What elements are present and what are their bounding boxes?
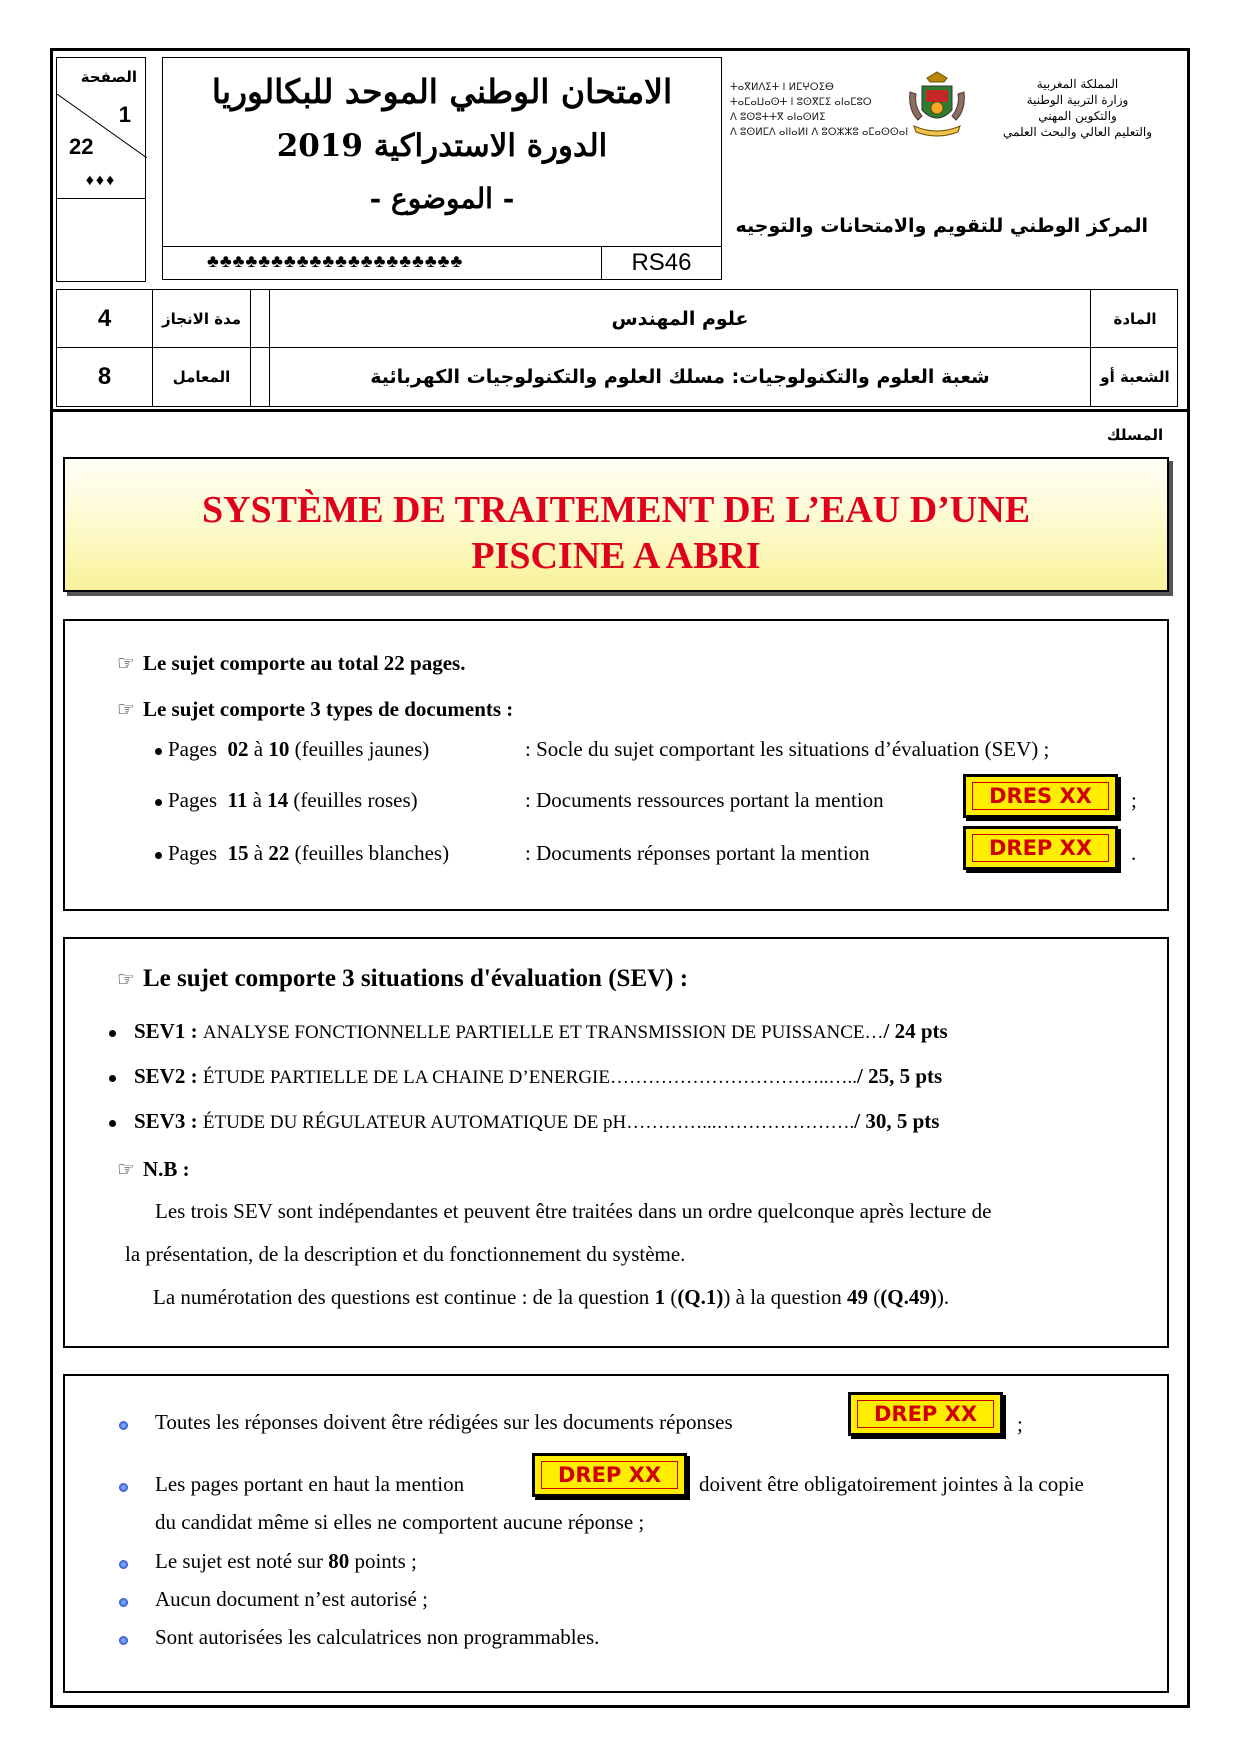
total-pages-line <box>117 651 465 676</box>
tifinagh-line: ⴷ ⵓⵙⵓⵜⵜⴳ ⴰⵏⴰⵙⵍⵉ <box>730 112 826 123</box>
page-sep: à <box>252 788 262 812</box>
page-number: 1 <box>118 102 131 127</box>
coefficient-label: المعامل <box>153 348 251 406</box>
drep-badge <box>532 1453 687 1497</box>
drep-badge <box>848 1392 1003 1436</box>
instructions-box <box>63 1374 1169 1693</box>
row-end-semicolon: ; <box>1131 788 1137 812</box>
doc-row-yellow-desc: : Socle du sujet comportant les situations d’évaluation (SEV) ; <box>525 737 1050 761</box>
row-end-period: . <box>1131 841 1137 865</box>
exam-title-box <box>162 57 722 280</box>
page-from: 11 <box>227 788 248 812</box>
branch-name: شعبة العلوم والتكنولوجيات: مسلك العلوم والتكنولوجيات الكهربائية <box>269 348 1091 406</box>
page-sep: à <box>253 841 264 865</box>
blue-bullet-icon <box>119 1636 128 1645</box>
duration-label: مدة الانجاز <box>153 290 251 348</box>
ministry-line: والتكوين المهني <box>1038 109 1117 123</box>
title-line1: SYSTÈME DE TRAITEMENT DE L’EAU D’UNE <box>201 489 1031 531</box>
sev-box <box>63 937 1169 1348</box>
pointing-hand-icon: ☞ <box>117 1157 135 1181</box>
bullet-icon <box>109 1120 116 1127</box>
ministry-line: والتعليم العالي والبحث العلمي <box>1003 125 1152 139</box>
ministry-block <box>730 70 1160 170</box>
paper-color: (feuilles blanches) <box>294 841 450 865</box>
doc-row-white-desc: : Documents réponses portant la mention <box>525 841 870 865</box>
document-title <box>65 487 1167 579</box>
sev-code: SEV2 : <box>134 1064 198 1088</box>
coat-of-arms-icon <box>902 70 972 140</box>
branch-label: الشعبة أو المسلك <box>1100 368 1170 444</box>
pointing-hand-icon: ☞ <box>117 967 135 991</box>
drep-badge-text: DREP XX <box>541 1461 678 1489</box>
page-number-box <box>56 57 146 282</box>
pages-word: Pages <box>168 841 217 865</box>
doc-types-line <box>117 697 513 722</box>
total-pages-text: Le sujet comporte au total 22 pages. <box>142 651 466 675</box>
blue-bullet-icon <box>119 1483 128 1492</box>
dres-badge-text: DRES XX <box>972 782 1109 810</box>
blue-bullet-icon <box>119 1560 128 1569</box>
nb-q-text: La numérotation des questions est continue : de la question <box>153 1285 650 1309</box>
bullet-icon <box>155 852 162 859</box>
instruction-4: Aucun document n’est autorisé ; <box>155 1587 428 1611</box>
bullet-icon <box>109 1075 116 1082</box>
info-row <box>57 348 1177 444</box>
ministry-line: المملكة المغربية <box>1036 77 1119 91</box>
center-name: المركز الوطني للتقويم والامتحانات والتوجيه <box>735 215 1148 237</box>
pages-word: Pages <box>168 788 217 812</box>
page-to: 10 <box>268 737 290 761</box>
instruction-2c: du candidat même si elles ne comportent aucune réponse ; <box>155 1510 645 1534</box>
instruction-3-text: Le sujet est noté sur <box>155 1549 323 1573</box>
blue-bullet-icon <box>119 1421 128 1430</box>
sev-item <box>109 1109 939 1134</box>
nb-end: . <box>943 1285 950 1309</box>
instruction-1-end: ; <box>1017 1412 1023 1436</box>
drep-badge <box>963 826 1118 870</box>
paper-color: (feuilles jaunes) <box>294 737 430 761</box>
instruction-5: Sont autorisées les calculatrices non programmables. <box>155 1625 600 1649</box>
blue-bullet-icon <box>119 1598 128 1607</box>
sev-item <box>109 1019 948 1044</box>
sev-points: / 30, 5 pts <box>854 1109 940 1133</box>
nb-q-text: à la question <box>735 1285 842 1309</box>
header-separator <box>50 409 1190 412</box>
doc-row-white <box>155 841 449 866</box>
sev-code: SEV3 : <box>134 1109 198 1133</box>
duration-value: 4 <box>57 290 153 348</box>
page-to: 22 <box>268 841 290 865</box>
tifinagh-text <box>730 80 908 140</box>
tifinagh-line: ⵜⴰⵎⴰⵡⴰⵙⵜ ⵏ ⵓⵙⴳⵎⵉ ⴰⵏⴰⵎⵓⵔ <box>730 97 872 108</box>
bullet-icon <box>109 1030 116 1037</box>
instruction-3-end: points ; <box>354 1549 417 1573</box>
page-label: الصفحة <box>80 68 137 86</box>
subject-label: المادة <box>1113 310 1157 328</box>
subject-name: علوم المهندس <box>269 290 1091 348</box>
exam-code: RS46 <box>601 247 721 279</box>
sev-points: / 25, 5 pts <box>857 1064 943 1088</box>
instruction-2b: doivent être obligatoirement jointes à la copie <box>699 1472 1084 1496</box>
total-points: 80 <box>328 1549 350 1573</box>
sev-heading <box>117 965 688 993</box>
sev-code: SEV1 : <box>134 1019 198 1043</box>
tifinagh-line: ⴷ ⵓⵙⵍⵎⴷ ⴰⵏⵏⴰⵍⵏ ⴷ ⵓⵔⵣⵣⵓ ⴰⵎⴰⵙⵙⴰⵏ <box>730 127 909 138</box>
sev-title: ÉTUDE DU RÉGULATEUR AUTOMATIQUE DE pH…………...…………………. <box>202 1112 855 1133</box>
sev-title: ÉTUDE PARTIELLE DE LA CHAINE D’ENERGIE……………………………..….. <box>202 1067 857 1088</box>
exam-title-line1: الامتحان الوطني الموحد للبكالوريا <box>211 72 673 111</box>
nb-first-question-code: (Q.1) <box>677 1285 724 1309</box>
page-from: 15 <box>227 841 249 865</box>
documents-box <box>63 619 1169 911</box>
sev-points: / 24 pts <box>883 1019 948 1043</box>
instruction-2a: Les pages portant en haut la mention <box>155 1472 465 1496</box>
coefficient-value: 8 <box>57 348 153 406</box>
doc-row-yellow <box>155 737 429 762</box>
nb-text-line1: Les trois SEV sont indépendantes et peuvent être traitées dans un ordre quelconque après lecture de <box>155 1199 992 1223</box>
nb-label: N.B : <box>142 1157 190 1181</box>
page-to: 14 <box>267 788 289 812</box>
clubs-decoration: ♣♣♣♣♣♣♣♣♣♣♣♣♣♣♣♣♣♣♣♣ <box>207 251 464 271</box>
bullet-icon <box>155 799 162 806</box>
dres-badge <box>963 774 1118 818</box>
sev-heading-text: Le sujet comporte 3 situations d'évaluation (SEV) : <box>142 965 689 992</box>
drep-badge-text: DREP XX <box>857 1400 994 1428</box>
blank-cell <box>57 198 145 282</box>
title-line2: PISCINE A ABRI <box>471 535 761 577</box>
pages-word: Pages <box>168 737 217 761</box>
sev-title: ANALYSE FONCTIONNELLE PARTIELLE ET TRANSMISSION DE PUISSANCE… <box>202 1022 884 1043</box>
instruction-3 <box>155 1549 417 1574</box>
stars-row <box>163 246 721 279</box>
page-from: 02 <box>227 737 249 761</box>
paper-color: (feuilles roses) <box>293 788 418 812</box>
exam-title-line2: الدورة الاستدراكية 2019 <box>276 128 608 164</box>
pointing-hand-icon: ☞ <box>117 651 135 675</box>
doc-types-text: Le sujet comporte 3 types de documents : <box>142 697 514 721</box>
instruction-1: Toutes les réponses doivent être rédigées sur les documents réponses <box>155 1410 733 1434</box>
page-sep: à <box>253 737 264 761</box>
pointing-hand-icon: ☞ <box>117 697 135 721</box>
nb-heading <box>117 1157 190 1182</box>
doc-row-pink-desc: : Documents ressources portant la mention <box>525 788 884 812</box>
doc-row-pink <box>155 788 418 813</box>
nb-text-line2: la présentation, de la description et du fonctionnement du système. <box>125 1242 686 1266</box>
sev-item <box>109 1064 942 1089</box>
ministry-arabic <box>1003 76 1152 140</box>
title-banner <box>63 457 1169 592</box>
bullet-icon <box>155 748 162 755</box>
nb-text-line3: La numérotation des questions est continue : de la question 1 ((Q.1)) à la question 49 ((Q.49)). <box>153 1285 950 1309</box>
nb-last-question: 49 <box>847 1285 869 1309</box>
tifinagh-line: ⵜⴰⴳⵍⴷⵉⵜ ⵏ ⵍⵎⵖⵔⵉⴱ <box>730 82 834 93</box>
exam-title-line3: - الموضوع - <box>369 182 515 215</box>
ministry-line: وزارة التربية الوطنية <box>1026 93 1129 107</box>
nb-first-question: 1 <box>654 1285 666 1309</box>
diamonds-decoration: ♦♦♦ <box>85 172 117 189</box>
exam-info-table <box>56 289 1178 444</box>
drep-badge-text: DREP XX <box>972 834 1109 862</box>
nb-last-question-code: (Q.49) <box>880 1285 937 1309</box>
page-total: 22 <box>69 134 94 159</box>
info-row <box>57 290 1177 348</box>
